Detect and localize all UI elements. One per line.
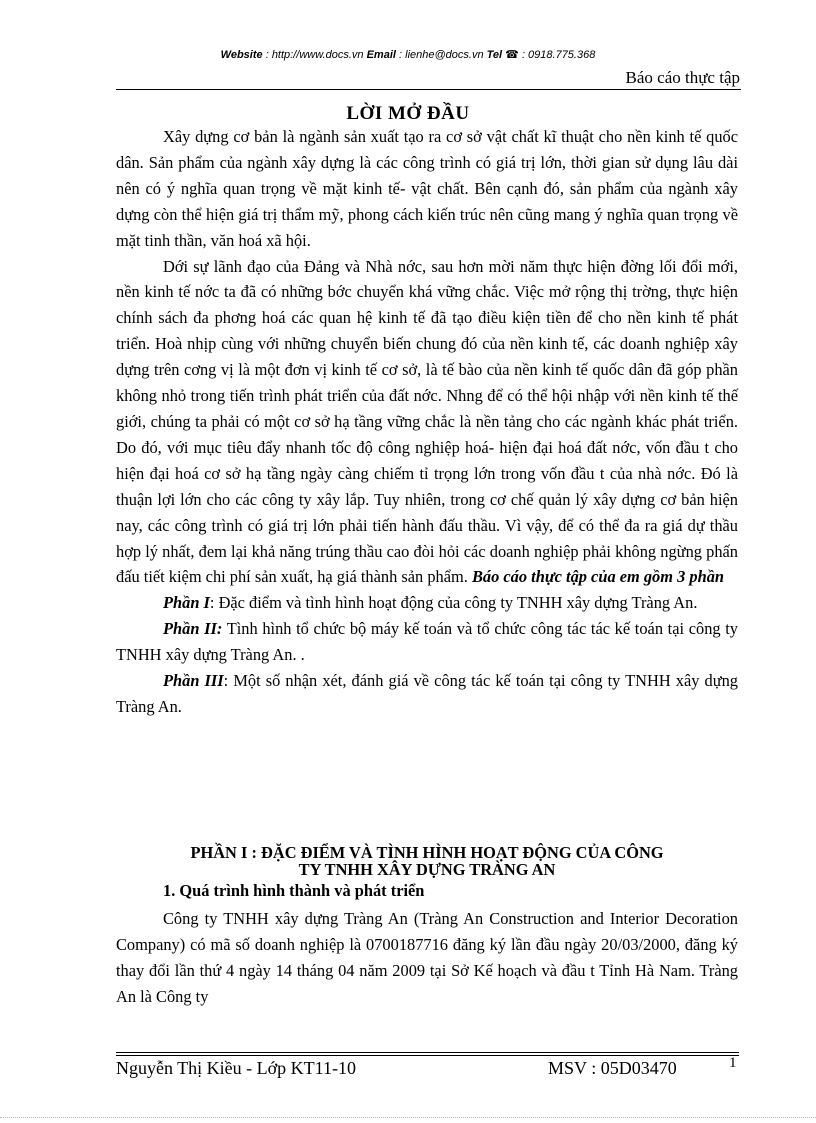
part-3-item [116,668,738,720]
header-divider [116,89,741,90]
website-url[interactable]: : http://www.docs.vn [265,49,364,61]
footer-divider-bottom [116,1055,739,1056]
intro-body [116,124,738,720]
website-header [0,48,816,61]
tel-number: : 0918.775.368 [521,49,596,61]
footer-student-id: MSV : 05D03470 [548,1058,677,1078]
footer-divider-top [116,1052,739,1053]
part-2-item [116,616,738,668]
part-1-text: : Đặc điểm và tình hình hoạt động của công ty TNHH xây dựng Tràng An. [209,593,698,613]
email-address[interactable]: : lienhe@docs.vn [399,49,484,61]
subsection-heading: 1. Quá trình hình thành và phát triển [163,881,425,900]
report-label: Báo cáo thực tập [625,68,740,87]
paragraph-1: Xây dựng cơ bản là ngành sản xuất tạo ra cơ sở vật chất kĩ thuật cho nền kinh tế quốc dân. Sản phẩm của ngành xây dựng là các công trình có giá trị lớn, thời gian sử dụng lâu dài nên có ý nghĩa quan trọng về mặt kinh tế- vật chất. Bên cạnh đó, sản phẩm của ngành xây dựng còn thể hiện giá trị thẩm mỹ, phong cách kiến trúc nên cũng mang ý nghĩa quan trọng về mặt tinh thần, văn hoá xã hội. [116,127,738,250]
page-title: LỜI MỞ ĐẦU [346,103,470,124]
part-2-label: Phần II: [163,619,223,639]
email-label: Email [366,49,396,61]
page-number: 1 [729,1055,737,1071]
section-heading [116,844,738,878]
tel-label: Tel ☎ [486,49,519,61]
paragraph-2 [116,254,738,591]
section-body [116,906,738,1010]
part-3-text: : Một số nhận xét, đánh giá về công tác kế toán tại công ty TNHH xây dựng Tràng An. [116,671,738,716]
part-1-label: Phần I [163,593,210,613]
part-2-text: Tình hình tổ chức bộ máy kế toán và tổ chức công tác tác kế toán tại công ty TNHH xây dựng Tràng An. . [116,619,738,665]
footer-author: Nguyễn Thị Kiều - Lớp KT11-10 [116,1058,356,1078]
section-heading-line-1: PHẦN I : ĐẶC ĐIỂM VÀ TÌNH HÌNH HOẠT ĐỘNG CỦA CÔNG [190,843,664,862]
section-paragraph: Công ty TNHH xây dựng Tràng An (Tràng An Construction and Interior Decoration Company) có mã số doanh nghiệp là 0700187716 đăng ký lần đầu ngày 20/03/2000, đăng ký thay đổi lần thứ 4 ngày 14 tháng 04 năm 2009 tại Sở Kế hoạch và đầu t Tỉnh Hà Nam. Tràng An là Công ty [116,909,738,1006]
paragraph-2-text: Dới sự lãnh đạo của Đảng và Nhà nớc, sau hơn mời năm thực hiện đờng lối đổi mới, nền kinh tế nớc ta đã có những bớc chuyển khá vững chắc. Việc mở rộng thị trờng, thực hiện chính sách đa phơng hoá các quan hệ kinh tế đã tạo điều kiện tiền để cho nền kinh tế phát triển. Hoà nhịp cùng với những chuyển biến chung đó của nền kinh tế, các doanh nghiệp xây dựng trên cơng vị là một đơn vị kinh tế cơ sở, là tế bào của nền kinh tế quốc dân đã góp phần không nhỏ trong tiến trình phát triển của đất nớc. Nhng để có thể hội nhập với nền kinh tế thế giới, chúng ta phải có một cơ sở hạ tầng vững chắc là nền tảng cho các ngành khác phát triển. Do đó, với mục tiêu đẩy nhanh tốc độ công nghiệp hoá- hiện đại hoá đất nớc, vốn đầu t cho hiện đại hoá cơ sở hạ tầng ngày càng chiếm tỉ trọng lớn trong vốn đầu t của nhà nớc. Đó là thuận lợi lớn cho các công ty xây lắp. Tuy nhiên, trong cơ chế quản lý xây dựng cơ bản hiện nay, các công trình có giá trị lớn phải tiến hành đấu thầu. Vì vậy, để có thể đa ra giá dự thầu hợp lý nhất, đem lại khả năng trúng thầu cao đòi hỏi các doanh nghiệp phải không ngừng phấn đấu tiết kiệm chi phí sản xuất, hạ giá thành sản phẩm. [116,256,738,587]
report-parts-intro: Báo cáo thực tập của em gồm 3 phần [471,567,725,587]
website-label: Website [220,49,263,61]
part-1-item [116,590,738,616]
page-bottom-dotted-line [0,1117,816,1118]
part-3-label: Phần III [163,671,224,691]
section-heading-line-2: TY TNHH XÂY DỰNG TRÀNG AN [298,860,556,879]
